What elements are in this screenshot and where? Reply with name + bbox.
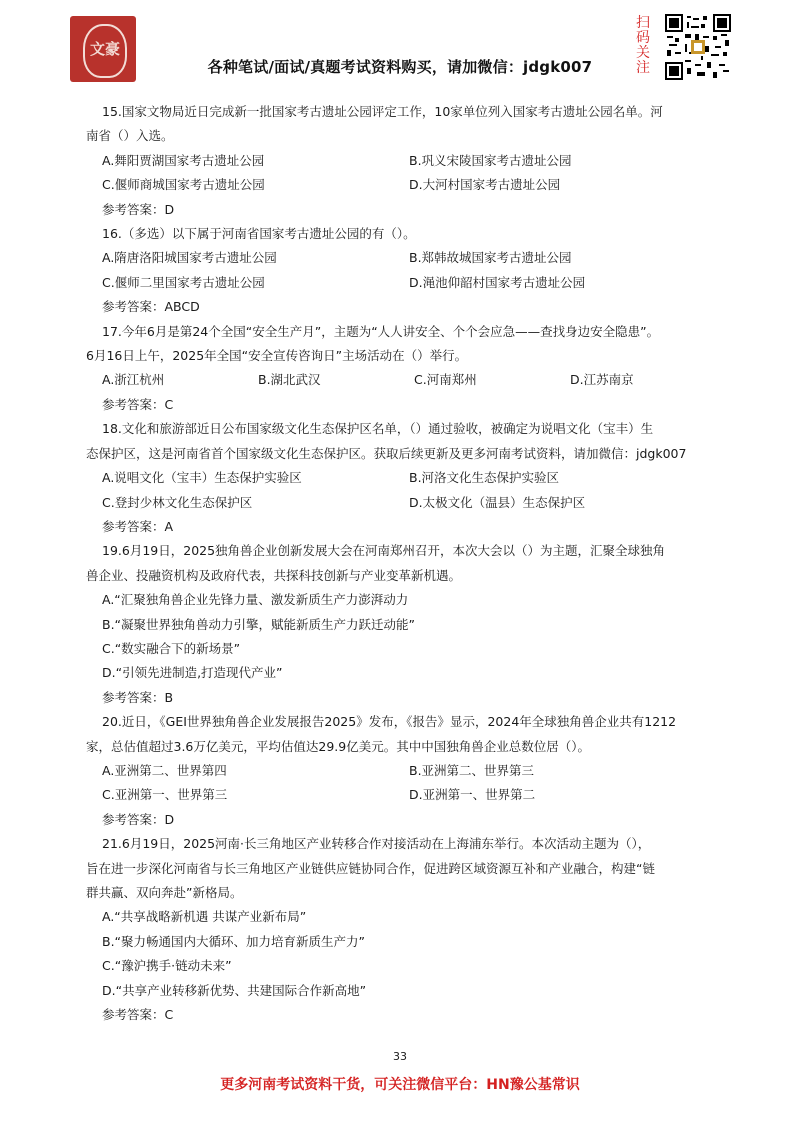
answer: 参考答案：A: [102, 518, 174, 534]
question-text-cont: 兽企业、投融资机构及政府代表，共探科技创新与产业变革新机遇。: [86, 567, 462, 583]
option-b: B.“凝聚世界独角兽动力引擎，赋能新质生产力跃迁动能”: [102, 616, 416, 632]
question-text-cont: 群共赢、双向奔赴”新格局。: [86, 885, 243, 900]
option-a: A.舞阳贾湖国家考古遗址公园: [102, 152, 265, 168]
logo: [70, 16, 136, 82]
answer: 参考答案：B: [102, 689, 174, 705]
footer-promo: 更多河南考试资料干货，可关注微信平台：HN豫公基常识: [220, 1077, 580, 1093]
question-text-cont: 态保护区，这是河南省首个国家级文化生态保护区。获取后续更新及更多河南考试资料，请加微信：jdgk007: [86, 445, 687, 461]
option-d: D.渑池仰韶村国家考古遗址公园: [409, 274, 586, 290]
answer: 参考答案：C: [102, 396, 174, 412]
question-text: 16.（多选）以下属于河南省国家考古遗址公园的有（）。: [102, 226, 416, 242]
question-text-cont: 6月16日上午，2025年全国“安全宣传咨询日”主场活动在（）举行。: [86, 348, 468, 364]
option-b: B.湖北武汉: [258, 372, 321, 388]
option-d: D.亚洲第一、世界第二: [409, 787, 536, 803]
option-c: C.亚洲第一、世界第三: [102, 787, 228, 803]
option-c: C.登封少林文化生态保护区: [102, 494, 253, 510]
option-d: D.“引领先进制造,打造现代产业”: [102, 665, 283, 681]
option-row: [86, 149, 726, 173]
seal-graphic: [83, 24, 127, 78]
option-d: D.“共享产业转移新优势、共建国际合作新高地”: [102, 982, 367, 998]
question-15: [86, 100, 726, 222]
answer: 参考答案：C: [102, 1007, 174, 1023]
option-row: [86, 759, 726, 783]
question-20: [86, 710, 726, 832]
qr-code-icon: [665, 14, 731, 80]
option-b: B.郑韩故城国家考古遗址公园: [409, 250, 572, 266]
option-c: C.“豫沪携手·链动未来”: [102, 958, 232, 974]
option-row: [86, 368, 726, 392]
option-d: D.江苏南京: [570, 372, 634, 388]
question-text: 19.6月19日，2025独角兽企业创新发展大会在河南郑州召开，本次大会以（）为主题，汇聚全球独角: [102, 543, 666, 559]
answer: 参考答案：D: [102, 811, 175, 827]
scan-label: 扫码关注: [636, 15, 650, 76]
logo-text: 文豪: [89, 40, 120, 58]
option-d: D.太极文化（温县）生态保护区: [409, 494, 586, 510]
option-row: [86, 246, 726, 270]
question-text-cont: 南省（）入选。: [86, 128, 174, 144]
option-c: C.河南郑州: [414, 372, 477, 388]
option-a: A.“共享战略新机遇 共谋产业新布局”: [102, 909, 307, 925]
option-row: [86, 173, 726, 197]
answer: 参考答案：D: [102, 201, 175, 217]
option-row: [86, 783, 726, 807]
option-a: A.“汇聚独角兽企业先锋力量、激发新质生产力澎湃动力: [102, 592, 409, 608]
option-c: C.“数实融合下的新场景”: [102, 640, 241, 656]
page-number: 33: [393, 1050, 407, 1063]
question-16: [86, 222, 726, 320]
question-text-cont: 旨在进一步深化河南省与长三角地区产业链供应链协同合作，促进跨区域资源互补和产业融合，构建“链: [86, 860, 655, 876]
option-b: B.“聚力畅通国内大循环、加力培育新质生产力”: [102, 933, 366, 949]
option-a: A.浙江杭州: [102, 372, 165, 388]
option-a: A.亚洲第二、世界第四: [102, 762, 227, 778]
option-a: A.隋唐洛阳城国家考古遗址公园: [102, 250, 277, 266]
question-19: [86, 539, 726, 710]
answer: 参考答案：ABCD: [102, 299, 200, 315]
question-18: [86, 417, 726, 539]
option-row: [86, 271, 726, 295]
header-title: 各种笔试/面试/真题考试资料购买，请加微信：jdgk007: [207, 58, 593, 76]
option-d: D.大河村国家考古遗址公园: [409, 177, 561, 193]
question-text-cont: 家，总估值超过3.6万亿美元，平均估值达29.9亿美元。其中中国独角兽企业总数位居（）。: [86, 738, 590, 754]
question-21: [86, 832, 726, 1027]
option-b: B.河洛文化生态保护实验区: [409, 470, 560, 486]
option-row: [86, 491, 726, 515]
question-17: [86, 320, 726, 418]
question-text: 17.今年6月是第24个全国“安全生产月”，主题为“人人讲安全、个个会应急——查找身边安全隐患”。: [102, 323, 660, 339]
option-c: C.偃师商城国家考古遗址公园: [102, 177, 265, 193]
question-text: 21.6月19日，2025河南·长三角地区产业转移合作对接活动在上海浦东举行。本次活动主题为（），: [102, 836, 651, 852]
question-text: 15.国家文物局近日完成新一批国家考古遗址公园评定工作，10家单位列入国家考古遗址公园名单。河: [102, 104, 663, 119]
page-content: [86, 100, 726, 1027]
question-text: 20.近日，《GEI世界独角兽企业发展报告2025》发布，《报告》显示，2024年全球独角兽企业共有1212: [102, 714, 677, 730]
option-c: C.偃师二里国家考古遗址公园: [102, 274, 265, 290]
option-a: A.说唱文化（宝丰）生态保护实验区: [102, 470, 302, 486]
option-b: B.亚洲第二、世界第三: [409, 762, 535, 778]
question-text: 18.文化和旅游部近日公布国家级文化生态保护区名单，（）通过验收，被确定为说唱文化（宝丰）生: [102, 421, 654, 437]
option-row: [86, 466, 726, 490]
option-b: B.巩义宋陵国家考古遗址公园: [409, 152, 572, 168]
